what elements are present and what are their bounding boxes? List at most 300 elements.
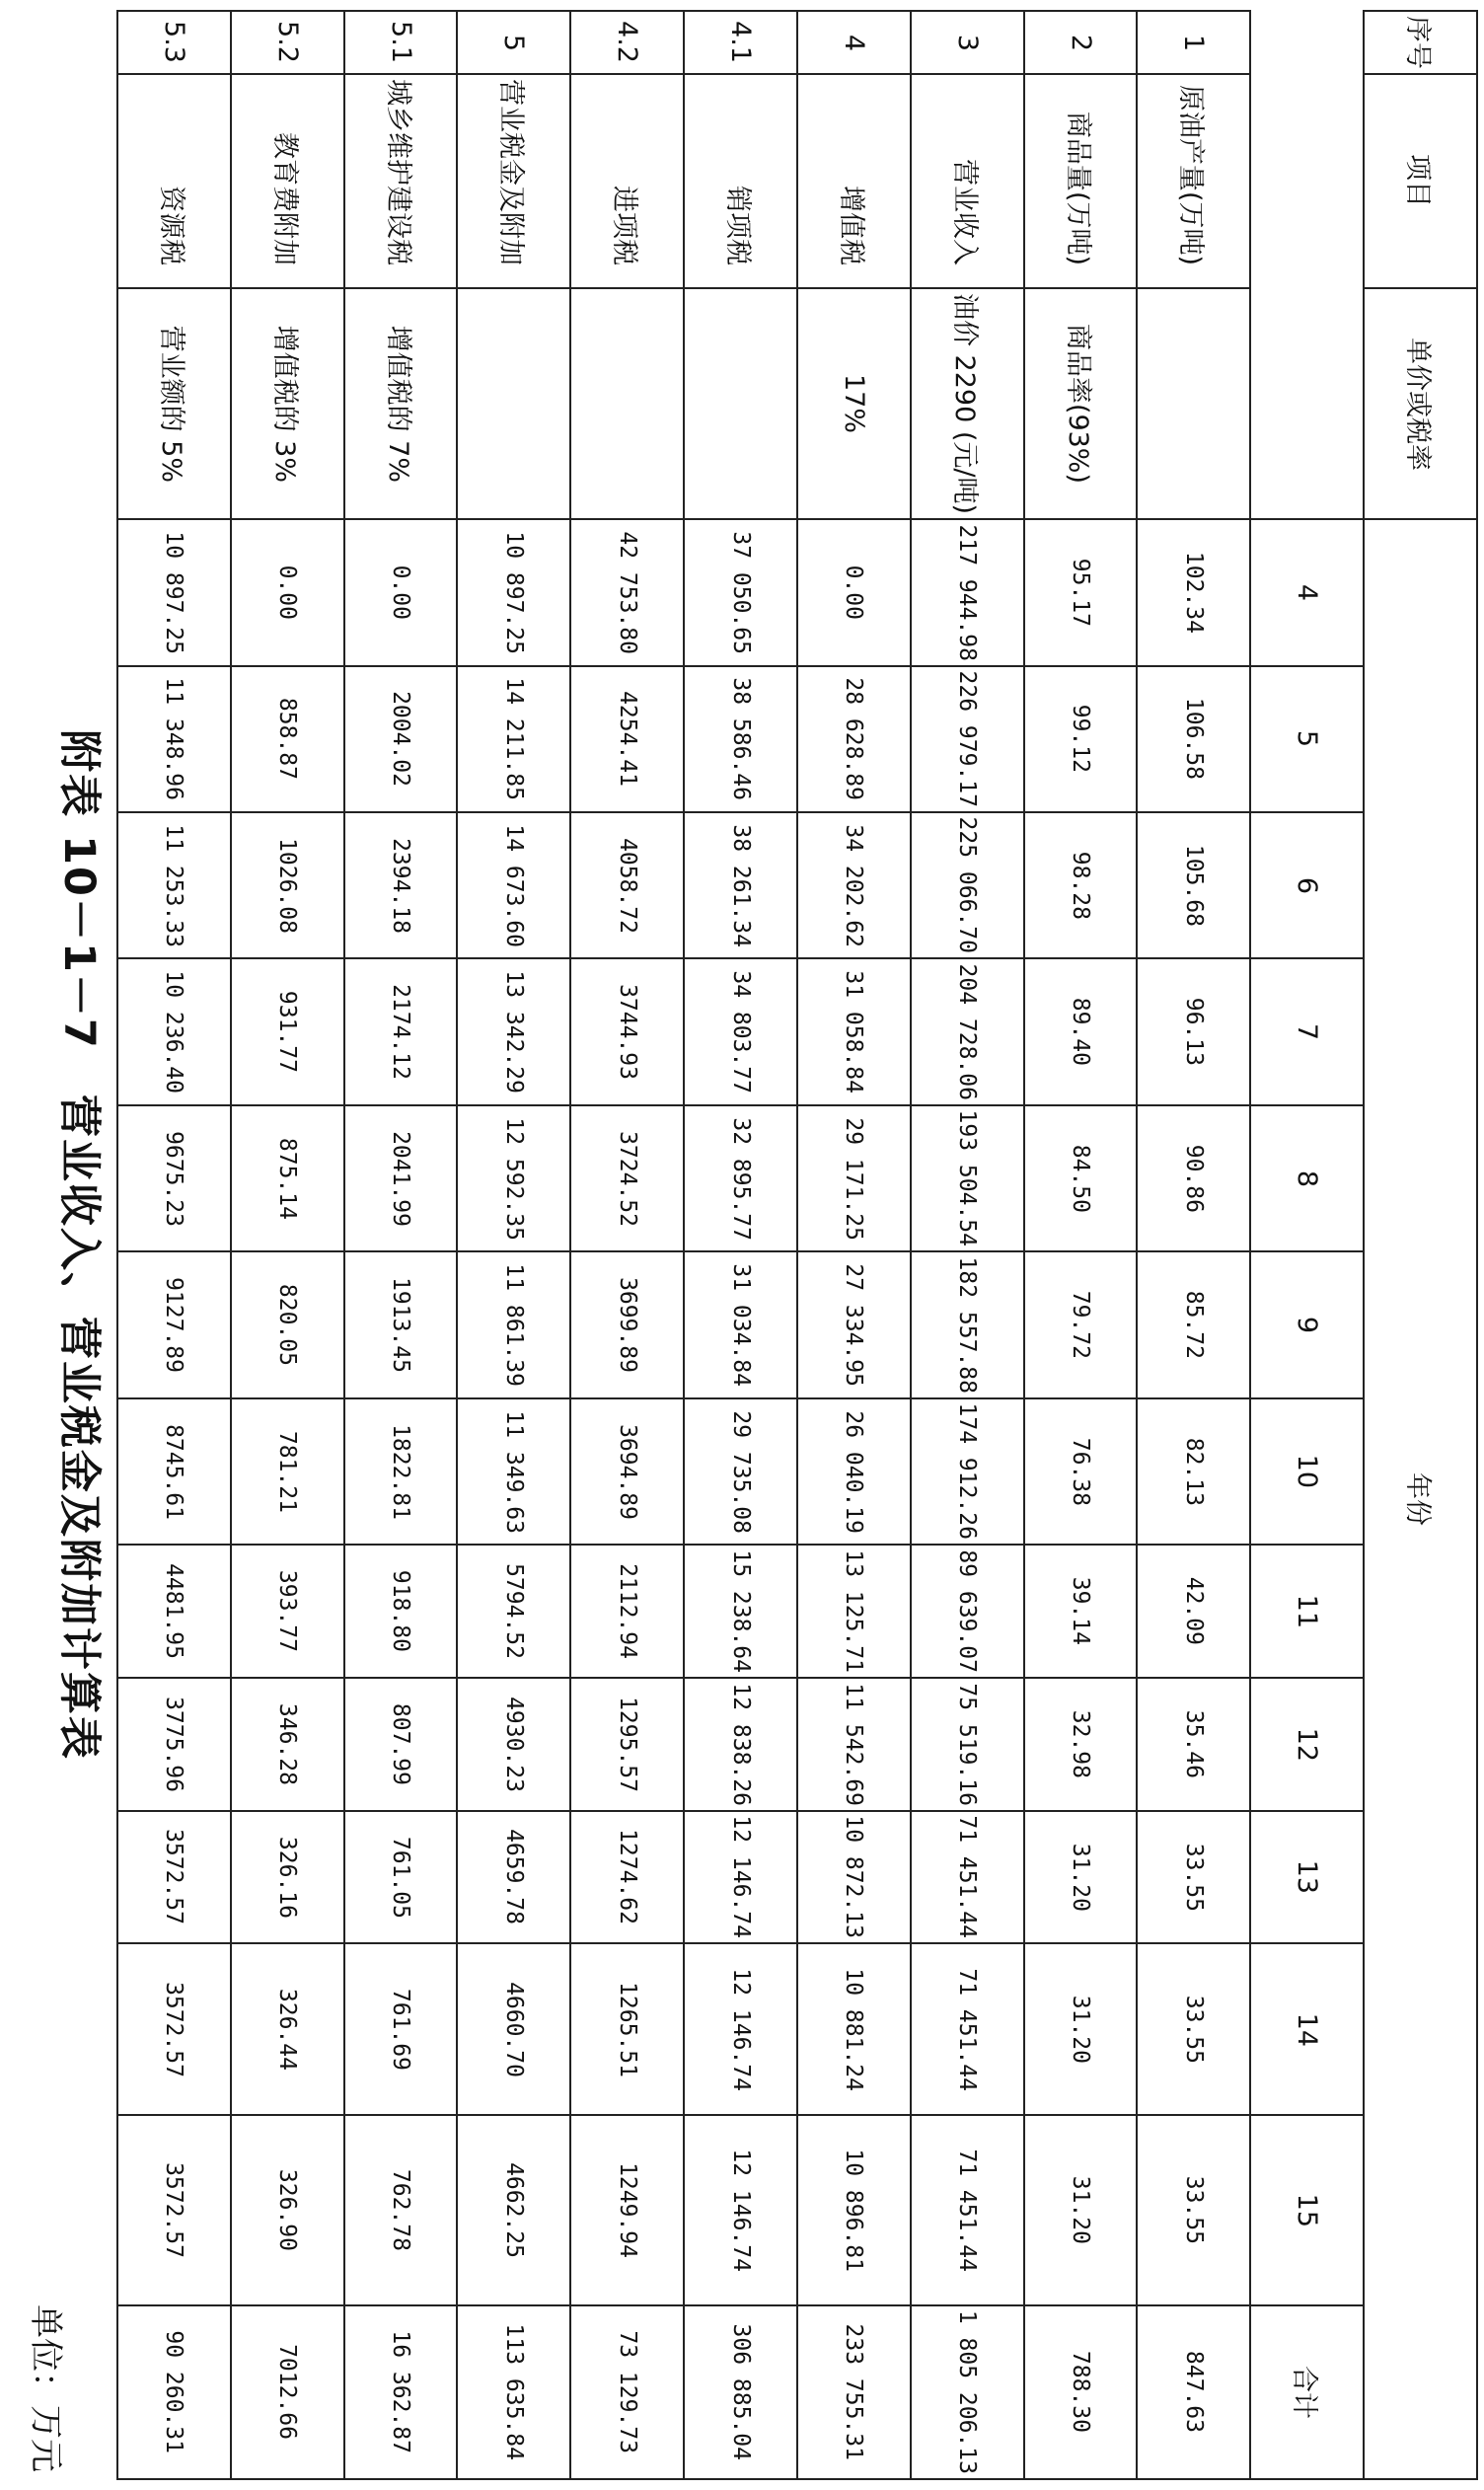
row-item-text: 营业税金及附加 [495,79,527,265]
row-item-text: 增值税 [835,186,866,265]
row-value [911,1398,1024,1545]
row-value [117,1251,231,1397]
year-header-row [1250,11,1364,2479]
row-value [117,666,231,812]
row-value [911,666,1024,812]
year-header-text: 10 [1292,1455,1323,1489]
row-value-text: 306 885.04 [727,2323,754,2461]
row-value-text: 10 897.25 [500,530,527,654]
row-value [570,2305,684,2479]
row-value [1137,1251,1250,1397]
row-item-text: 销项税 [722,186,754,265]
row-value-text: 29 171.25 [841,1116,867,1241]
row-value-text: 42.09 [1180,1577,1207,1646]
row-value-text: 13 342.29 [500,970,527,1094]
row-value [684,959,797,1105]
row-value-text: 10 896.81 [841,2149,867,2272]
table-row [797,11,911,2479]
row-rate [911,288,1024,519]
table-row [1137,11,1250,2479]
row-value [797,1105,911,1251]
row-value [684,1545,797,1678]
row-value [1137,1545,1250,1678]
row-seq [911,11,1024,74]
row-value [117,1545,231,1678]
row-value [457,1943,570,2115]
year-header-text: 12 [1292,1727,1323,1762]
row-value-text: 71 451.44 [954,1968,981,2091]
row-item-text: 原油产量(万吨) [1175,84,1207,265]
row-value [117,812,231,958]
row-value-text: 225 066.70 [954,817,981,954]
row-value-text: 174 912.26 [954,1402,981,1541]
header-years-group [1364,519,1477,2479]
row-value [911,2305,1024,2479]
row-value-text: 4058.72 [614,837,640,934]
row-item-text: 资源税 [155,186,186,265]
row-value-text: 858.87 [274,698,301,781]
row-value-text: 3699.89 [614,1277,640,1374]
row-value [1137,666,1250,812]
row-value [1024,1251,1138,1397]
row-value [1024,1678,1138,1811]
header-seq-text: 序号 [1402,16,1434,69]
row-seq-text: 5.2 [271,21,303,64]
row-value [570,959,684,1105]
row-item [797,74,911,288]
row-value-text: 4930.23 [500,1696,527,1792]
row-value-text: 89.40 [1068,998,1094,1067]
row-rate [457,288,570,519]
row-value [1137,1678,1250,1811]
row-value-text: 15 238.64 [727,1549,754,1674]
row-value-text: 79.72 [1068,1291,1094,1360]
row-value [684,1678,797,1811]
row-seq [1137,11,1250,74]
row-value-text: 1295.57 [614,1696,640,1792]
row-item [457,74,570,288]
row-value-text: 1026.08 [274,837,301,934]
row-value [117,1811,231,1944]
row-value [457,1678,570,1811]
group-header-row [1364,11,1477,2479]
row-value-text: 0.00 [841,565,867,620]
table-row [911,11,1024,2479]
row-value-text: 105.68 [1180,844,1207,927]
row-value-text: 31.20 [1068,1843,1094,1912]
row-item [1024,74,1138,288]
row-rate [231,288,344,519]
row-seq [797,11,911,74]
row-value [344,1943,458,2115]
row-value-text: 12 146.74 [727,1968,754,2091]
row-value [570,1943,684,2115]
row-value-text: 33.55 [1180,1843,1207,1912]
row-value-text: 2174.12 [388,984,414,1081]
row-value [344,2305,458,2479]
row-value-text: 781.21 [274,1430,301,1513]
row-item [1137,74,1250,288]
row-value-text: 38 261.34 [727,823,754,947]
year-header-text: 9 [1292,1317,1323,1334]
row-value-text: 1913.45 [388,1277,414,1374]
table-row [570,11,684,2479]
row-value-text: 8745.61 [161,1423,187,1520]
row-value [797,2305,911,2479]
row-value [457,519,570,665]
row-value-text: 33.55 [1180,2175,1207,2245]
row-value [911,519,1024,665]
row-rate [684,288,797,519]
year-header [1250,959,1364,1105]
row-value-text: 73 129.73 [614,2330,640,2454]
row-value-text: 85.72 [1180,1291,1207,1360]
row-value-text: 37 050.65 [727,530,754,654]
row-value [1024,959,1138,1105]
row-rate [1137,288,1250,519]
row-value-text: 14 211.85 [500,677,527,801]
row-value [684,1943,797,2115]
row-value [457,1398,570,1545]
row-value [570,519,684,665]
year-header [1250,1105,1364,1251]
row-rate [344,288,458,519]
row-value [684,519,797,665]
row-seq-text: 2 [1065,34,1096,51]
row-value-text: 95.17 [1068,558,1094,627]
row-value-text: 98.28 [1068,851,1094,920]
row-value-text: 31.20 [1068,2175,1094,2245]
row-value-text: 96.13 [1180,998,1207,1067]
row-value [457,2305,570,2479]
row-value-text: 761.05 [388,1836,414,1919]
row-value-text: 931.77 [274,991,301,1074]
row-value [1137,959,1250,1105]
row-value [231,1105,344,1251]
row-value-text: 75 519.16 [954,1683,981,1806]
row-value [1137,1105,1250,1251]
header-years-group-text: 年份 [1402,1472,1434,1527]
year-header [1250,2115,1364,2304]
row-value-text: 761.69 [388,1988,414,2071]
row-value [457,1811,570,1944]
year-header-text: 8 [1292,1170,1323,1187]
row-value [457,1105,570,1251]
row-value [570,1678,684,1811]
row-value [344,1398,458,1545]
row-value-text: 27 334.95 [841,1263,867,1388]
row-value [344,1105,458,1251]
row-value [570,812,684,958]
row-value-text: 11 542.69 [841,1683,867,1806]
row-value [457,959,570,1105]
row-value-text: 1822.81 [388,1423,414,1520]
row-value-text: 31 058.84 [841,970,867,1094]
row-value [797,666,911,812]
header-rate [1364,288,1477,519]
row-value [797,1943,911,2115]
row-value-text: 71 451.44 [954,2149,981,2272]
row-value [344,2115,458,2304]
row-value [911,1545,1024,1678]
row-value [684,812,797,958]
row-value-text: 10 236.40 [161,970,187,1094]
row-value-text: 89 639.07 [954,1549,981,1674]
row-value [231,519,344,665]
row-rate [570,288,684,519]
year-header [1250,1678,1364,1811]
row-value [911,1251,1024,1397]
row-value-text: 10 897.25 [161,530,187,654]
row-value-text: 4662.25 [500,2162,527,2259]
row-value-text: 39.14 [1068,1577,1094,1646]
row-value [117,1943,231,2115]
row-value-text: 106.58 [1180,698,1207,781]
header-item-text: 项目 [1402,154,1434,208]
row-value [344,1678,458,1811]
row-value [231,812,344,958]
year-header-text: 15 [1292,2193,1323,2227]
row-value [684,1251,797,1397]
row-item [231,74,344,288]
row-value [570,666,684,812]
year-header-text: 6 [1292,876,1323,894]
row-seq [344,11,458,74]
row-value [1024,2305,1138,2479]
row-value [570,1251,684,1397]
year-header [1250,519,1364,665]
row-value [570,1811,684,1944]
row-value-text: 34 202.62 [841,823,867,947]
row-value [231,1545,344,1678]
row-value [1024,1105,1138,1251]
row-value-text: 35.46 [1180,1709,1207,1778]
row-value-text: 4254.41 [614,691,640,788]
row-value-text: 102.34 [1180,551,1207,634]
row-value [570,1545,684,1678]
row-value [1024,1811,1138,1944]
row-value-text: 393.77 [274,1570,301,1653]
row-value-text: 1249.94 [614,2162,640,2259]
table-row [457,11,570,2479]
row-value-text: 12 146.74 [727,2149,754,2272]
year-header [1250,1398,1364,1545]
row-value-text: 3744.93 [614,984,640,1081]
row-seq-text: 4 [838,34,869,51]
row-value [231,1678,344,1811]
row-seq-text: 5.1 [385,21,416,64]
row-value [231,2115,344,2304]
row-value [1024,1545,1138,1678]
row-value [911,959,1024,1105]
row-rate [117,288,231,519]
row-value-text: 11 348.96 [161,677,187,801]
row-value [1024,1943,1138,2115]
row-value-text: 346.28 [274,1702,301,1785]
row-value-text: 26 040.19 [841,1409,867,1534]
row-value-text: 788.30 [1068,2351,1094,2434]
row-value-text: 2112.94 [614,1563,640,1660]
row-seq [570,11,684,74]
row-value-text: 233 755.31 [841,2323,867,2461]
row-value-text: 11 253.33 [161,823,187,947]
row-value [911,812,1024,958]
row-value-text: 29 735.08 [727,1409,754,1534]
row-value-text: 1 805 206.13 [954,2309,981,2474]
row-value-text: 38 586.46 [727,677,754,801]
row-rate-text: 17% [838,374,869,434]
row-value [1024,666,1138,812]
row-value [344,519,458,665]
row-value-text: 3694.89 [614,1423,640,1520]
row-rate [1024,288,1138,519]
row-seq-text: 3 [951,34,983,51]
row-value [1137,812,1250,958]
row-value-text: 90.86 [1180,1144,1207,1213]
row-item [117,74,231,288]
row-value-text: 12 838.26 [727,1683,754,1806]
year-header [1250,1251,1364,1397]
row-value [684,2305,797,2479]
row-seq [684,11,797,74]
row-value-text: 2004.02 [388,691,414,788]
row-value-text: 3724.52 [614,1130,640,1227]
row-value [117,519,231,665]
row-value [231,1398,344,1545]
row-rate-text: 营业额的 5% [155,325,186,483]
row-value-text: 11 349.63 [500,1409,527,1534]
row-value-text: 99.12 [1068,705,1094,774]
row-value [344,1545,458,1678]
row-value [911,1678,1024,1811]
row-value [344,1811,458,1944]
row-value [797,1811,911,1944]
row-value [797,1545,911,1678]
header-rate-text: 单价或税率 [1402,337,1434,471]
table-row [684,11,797,2479]
row-seq [457,11,570,74]
row-value-text: 113 635.84 [500,2323,527,2461]
row-value [117,1398,231,1545]
row-value [797,2115,911,2304]
row-seq-text: 4.1 [725,21,757,64]
row-value [231,1811,344,1944]
row-value-text: 5794.52 [500,1563,527,1660]
row-value [231,2305,344,2479]
row-value [684,2115,797,2304]
row-value [1024,2115,1138,2304]
year-header-text: 14 [1292,2012,1323,2047]
row-seq [117,11,231,74]
row-value-text: 217 944.98 [954,524,981,661]
row-seq-text: 5.3 [158,21,189,64]
year-header-text: 11 [1292,1594,1323,1628]
row-value [911,2115,1024,2304]
row-value [117,2305,231,2479]
row-value-text: 32 895.77 [727,1116,754,1241]
row-value [117,2115,231,2304]
row-value-text: 875.14 [274,1137,301,1220]
header-item [1364,74,1477,288]
row-value-text: 326.16 [274,1836,301,1919]
row-value [684,666,797,812]
row-value [457,1251,570,1397]
row-value [1137,1811,1250,1944]
year-header-text: 7 [1292,1023,1323,1041]
revenue-tax-table [116,10,1478,2480]
row-value-text: 4660.70 [500,1981,527,2077]
row-item-text: 进项税 [609,186,640,265]
row-value-text: 82.13 [1180,1437,1207,1506]
row-value-text: 226 979.17 [954,670,981,808]
row-value [570,1105,684,1251]
row-value [1137,1398,1250,1545]
year-header-text: 4 [1292,583,1323,601]
row-value [797,812,911,958]
table-row [117,11,231,2479]
row-value [911,1943,1024,2115]
row-value-text: 326.90 [274,2169,301,2252]
row-value [344,666,458,812]
row-value [797,1678,911,1811]
year-header-text: 13 [1292,1859,1323,1895]
row-value-text: 326.44 [274,1988,301,2071]
row-value-text: 32.98 [1068,1709,1094,1778]
row-value-text: 71 451.44 [954,1815,981,1939]
row-value-text: 182 557.88 [954,1256,981,1394]
row-value-text: 31.20 [1068,1995,1094,2064]
row-value [457,2115,570,2304]
table-title: 附表 10－1－7 营业收入、营业税金及附加计算表 [54,729,104,1761]
row-item-text: 商品量(万吨) [1062,111,1093,265]
row-value-text: 13 125.71 [841,1549,867,1674]
row-value [344,1251,458,1397]
row-value-text: 10 872.13 [841,1815,867,1939]
row-value-text: 76.38 [1068,1437,1094,1506]
table-row [231,11,344,2479]
row-value [797,1398,911,1545]
row-value [117,1105,231,1251]
row-value [1137,2305,1250,2479]
row-value [231,666,344,812]
row-value-text: 847.63 [1180,2351,1207,2434]
table-body [117,11,1477,2479]
table-row [344,11,458,2479]
row-value-text: 33.55 [1180,1995,1207,2064]
row-value-text: 2394.18 [388,837,414,934]
year-header-text: 5 [1292,730,1323,748]
row-value-text: 3572.57 [161,2162,187,2259]
row-value-text: 90 260.31 [161,2330,187,2454]
row-rate-text: 油价 2290 (元/吨) [948,293,980,515]
header-seq [1364,11,1477,74]
row-value [457,812,570,958]
row-value [797,1251,911,1397]
row-item [911,74,1024,288]
year-header [1250,666,1364,812]
year-header-text: 合计 [1289,2365,1320,2419]
row-value-text: 9675.23 [161,1130,187,1227]
row-value [344,959,458,1105]
row-value-text: 918.80 [388,1570,414,1653]
row-item-text: 城乡维护建设税 [382,79,413,265]
row-value [1024,1398,1138,1545]
row-item [344,74,458,288]
row-value-text: 807.99 [388,1702,414,1785]
row-value-text: 16 362.87 [388,2330,414,2454]
row-value [684,1105,797,1251]
row-value [797,959,911,1105]
